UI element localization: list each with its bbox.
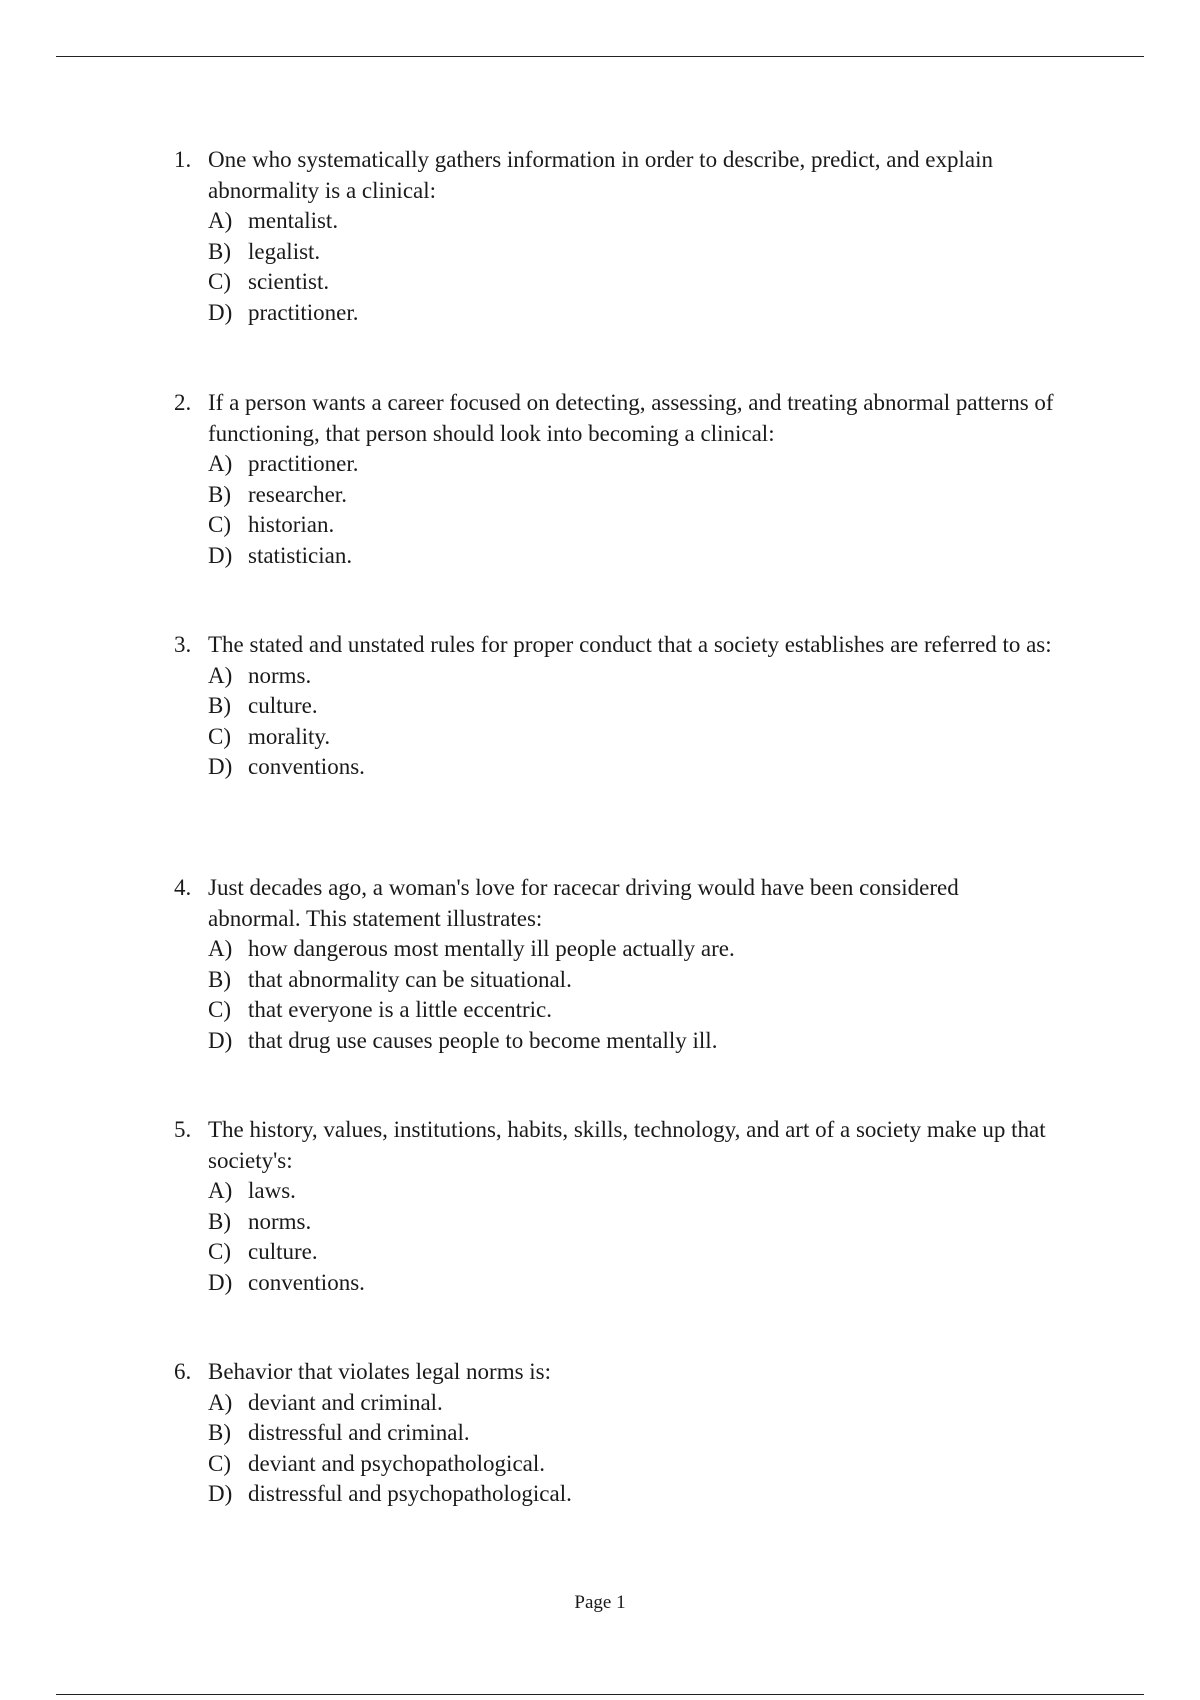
question-3	[174, 630, 1054, 783]
option-letter: C)	[208, 269, 231, 294]
option-a	[208, 206, 1054, 237]
option-list	[174, 661, 1054, 783]
option-d	[208, 541, 1054, 572]
option-letter: B)	[208, 693, 231, 718]
option-d	[208, 752, 1054, 783]
question-6	[174, 1357, 1054, 1510]
option-text: historian.	[248, 512, 335, 537]
option-b	[208, 691, 1054, 722]
option-d	[208, 1268, 1054, 1299]
option-letter: B)	[208, 238, 231, 264]
question-text: The history, values, institutions, habits, skills, technology, and art of a society make up that society's:	[208, 1117, 1046, 1173]
option-text: norms.	[248, 662, 312, 688]
question-number: 6.	[174, 1359, 192, 1384]
question-2	[174, 388, 1054, 571]
option-list	[174, 449, 1054, 571]
option-text: researcher.	[248, 481, 347, 507]
option-letter: C)	[208, 512, 231, 537]
option-letter: D)	[208, 299, 233, 325]
option-letter: B)	[208, 1420, 231, 1445]
option-d	[208, 1026, 1054, 1057]
option-c	[208, 1449, 1054, 1480]
option-b	[208, 1418, 1054, 1449]
question-4	[174, 873, 1054, 1056]
option-list	[174, 1388, 1054, 1510]
option-text: practitioner.	[248, 451, 359, 476]
option-c	[208, 1237, 1054, 1268]
question-text: If a person wants a career focused on detecting, assessing, and treating abnormal patterns of functioning, that person should look into becoming a clinical:	[208, 390, 1054, 446]
option-letter: C)	[208, 1450, 231, 1476]
option-text: culture.	[248, 1239, 318, 1264]
question-number: 4.	[174, 875, 192, 900]
option-a	[208, 1176, 1054, 1207]
option-d	[208, 1479, 1054, 1510]
question-number: 3.	[174, 632, 192, 657]
option-letter: C)	[208, 1239, 231, 1264]
option-letter: D)	[208, 754, 233, 779]
question-text: The stated and unstated rules for proper conduct that a society establishes are referred to as:	[208, 632, 1052, 657]
option-text: laws.	[248, 1178, 296, 1203]
option-letter: C)	[208, 997, 231, 1022]
option-letter: A)	[208, 1178, 233, 1203]
option-letter: B)	[208, 966, 231, 992]
option-text: how dangerous most mentally ill people actually are.	[248, 936, 735, 961]
option-text: culture.	[248, 693, 318, 718]
option-list	[174, 1176, 1054, 1298]
option-letter: A)	[208, 451, 233, 476]
option-b	[208, 480, 1054, 511]
option-text: legalist.	[248, 238, 321, 264]
option-text: that abnormality can be situational.	[248, 966, 572, 992]
page-number: Page 1	[574, 1592, 626, 1613]
option-c	[208, 722, 1054, 753]
option-text: distressful and psychopathological.	[248, 1481, 572, 1506]
option-letter: B)	[208, 1208, 231, 1234]
question-5	[174, 1115, 1054, 1298]
option-d	[208, 298, 1054, 329]
option-text: deviant and psychopathological.	[248, 1450, 546, 1476]
option-text: deviant and criminal.	[248, 1389, 443, 1415]
question-number: 2.	[174, 390, 192, 415]
option-letter: B)	[208, 481, 231, 507]
option-c	[208, 995, 1054, 1026]
question-text: Just decades ago, a woman's love for racecar driving would have been considered abnormal. This statement illustrates:	[208, 875, 959, 931]
option-a	[208, 934, 1054, 965]
option-letter: C)	[208, 723, 231, 749]
question-1	[174, 145, 1054, 328]
option-a	[208, 661, 1054, 692]
option-text: morality.	[248, 723, 331, 749]
option-text: that everyone is a little eccentric.	[248, 997, 552, 1022]
option-letter: D)	[208, 1027, 233, 1053]
option-text: mentalist.	[248, 208, 339, 233]
option-text: scientist.	[248, 269, 330, 294]
option-text: norms.	[248, 1208, 312, 1234]
question-text: Behavior that violates legal norms is:	[208, 1359, 552, 1384]
option-c	[208, 267, 1054, 298]
option-letter: A)	[208, 936, 233, 961]
option-a	[208, 449, 1054, 480]
option-b	[208, 237, 1054, 268]
bottom-rule	[56, 1694, 1144, 1695]
option-letter: A)	[208, 208, 233, 233]
option-text: distressful and criminal.	[248, 1420, 470, 1445]
question-number: 5.	[174, 1117, 192, 1142]
option-letter: D)	[208, 542, 233, 568]
option-text: conventions.	[248, 1269, 365, 1295]
question-number: 1.	[174, 147, 192, 172]
option-list	[174, 934, 1054, 1056]
option-text: practitioner.	[248, 299, 359, 325]
option-b	[208, 965, 1054, 996]
option-letter: A)	[208, 1389, 233, 1415]
option-a	[208, 1388, 1054, 1419]
option-list	[174, 206, 1054, 328]
option-text: conventions.	[248, 754, 365, 779]
question-text: One who systematically gathers information in order to describe, predict, and explain abnormality is a clinical:	[208, 147, 993, 203]
option-text: statistician.	[248, 542, 353, 568]
option-letter: D)	[208, 1269, 233, 1295]
option-text: that drug use causes people to become mentally ill.	[248, 1027, 718, 1053]
option-b	[208, 1207, 1054, 1238]
option-letter: D)	[208, 1481, 233, 1506]
option-letter: A)	[208, 662, 233, 688]
option-c	[208, 510, 1054, 541]
